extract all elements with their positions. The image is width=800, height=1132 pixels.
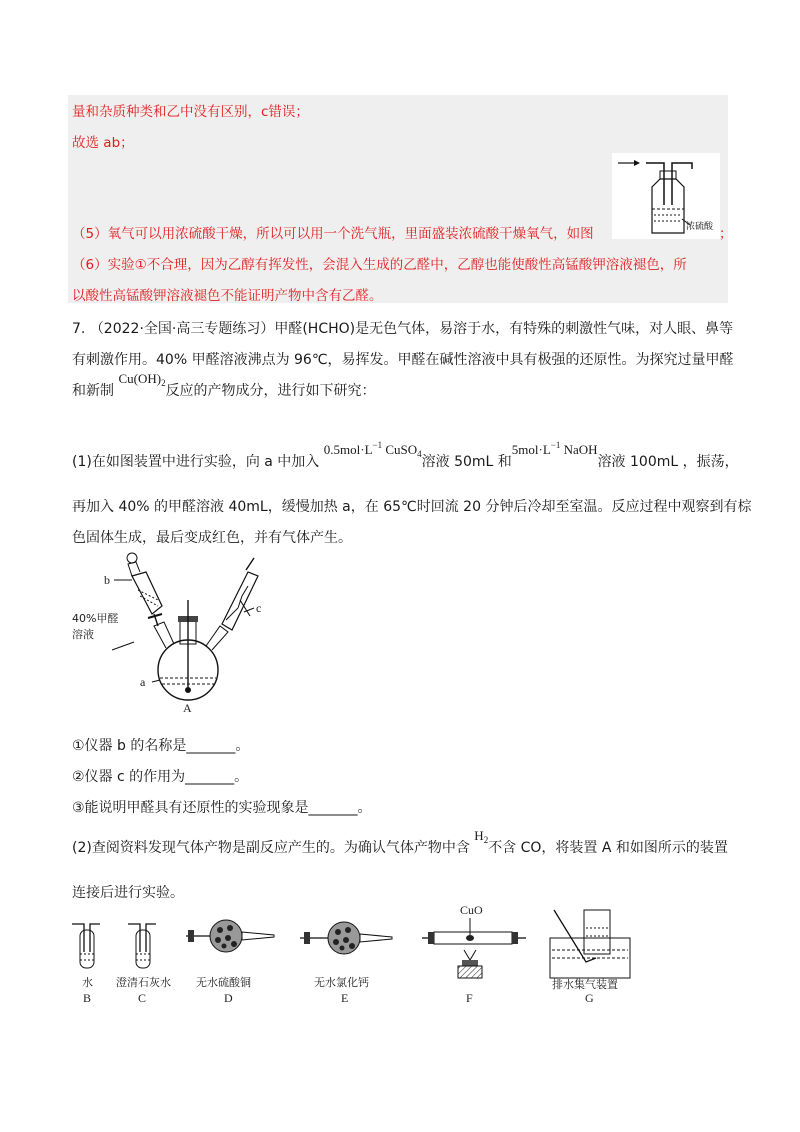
answer-line-3: [72, 222, 594, 242]
question-intro-1: [72, 318, 733, 338]
p1-cuso4-sub: 4: [417, 449, 422, 459]
fig2-F: F: [466, 991, 473, 1005]
question-intro-text: 甲醛(HCHO)是无色气体，易溶于水，有特殊的刺激性气味，对人眼、鼻等: [274, 321, 734, 337]
cuoh2-main: Cu(OH): [118, 371, 162, 386]
fig2-B-name: 水: [82, 976, 93, 989]
question-source: （2022·全国·高三专题练习）: [89, 321, 275, 337]
question-intro-3: [72, 371, 376, 400]
p1-mid1: 溶液 50mL 和: [421, 454, 512, 470]
question-number: 7.: [72, 321, 86, 337]
part2-line-1: [72, 828, 728, 857]
fig1-label-a: a: [140, 675, 146, 689]
apparatus-G: [550, 910, 630, 1005]
conc-naoh: [512, 442, 598, 457]
p1-mid2: 溶液 100mL ，振荡，: [597, 454, 739, 470]
h2-main: H: [474, 828, 484, 843]
p1-sup2: −1: [550, 440, 561, 450]
p1-pre: (1)在如图装置中进行实验，向 a 中加入: [72, 454, 320, 470]
fig2-F-top: CuO: [460, 903, 483, 917]
p1-naoh: NaOH: [560, 442, 598, 457]
fig1-label-A: A: [183, 701, 192, 715]
subq-1: ①仪器 b 的名称是_______。: [72, 738, 250, 754]
apparatus-E: [300, 922, 392, 1005]
fig1-label-c: c: [256, 601, 262, 615]
apparatus-A-figure: [70, 550, 270, 715]
answer-line-5: 以酸性高锰酸钾溶液褪色不能证明产物中含有乙醛。: [72, 288, 383, 304]
p1-conc1: 0.5mol·L: [323, 442, 373, 457]
fig2-D: D: [224, 991, 233, 1005]
fig2-G-name: 排水集气装置: [552, 978, 618, 991]
p1-conc2: 5mol·L: [511, 442, 551, 457]
p2-post: 不含 CO，将装置 A 和如图所示的装置: [488, 840, 728, 856]
fig2-E: E: [341, 991, 349, 1005]
apparatus-F: [422, 903, 526, 1005]
answer-line-1: 量和杂质种类和乙中没有区别，c错误；: [72, 104, 309, 120]
bottle-label: 浓硫酸: [686, 222, 714, 232]
part1-line-3: 色固体生成，最后变成红色，并有气体产生。: [72, 530, 352, 546]
cuoh2-formula: [118, 371, 165, 386]
answer-line-2: 故选 ab；: [72, 135, 134, 151]
fig2-C-name: 澄清石灰水: [116, 976, 171, 989]
p2-pre: (2)查阅资料发现气体产物是副反应产生的。为确认气体产物中含: [72, 840, 470, 856]
apparatus-C: [116, 924, 171, 1005]
answer-line-3-end: ；: [719, 226, 733, 242]
answer-line-4: （6）实验①不合理，因为乙醇有挥发性，会混入生成的乙醛中，乙醇也能使酸性高锰酸钾溶液褪色，所: [72, 257, 687, 273]
fig2-B: B: [83, 991, 92, 1005]
cuoh2-sub: 2: [161, 378, 166, 388]
answer-line-3-text: （5）氧气可以用浓硫酸干燥，所以可以用一个洗气瓶，里面盛装浓硫酸干燥氧气，如图: [72, 226, 594, 242]
fig1-label-sol2: 溶液: [72, 628, 94, 641]
conc-cuso4: [324, 442, 422, 457]
intro3-post: 反应的产物成分，进行如下研究：: [165, 383, 376, 399]
intro3-pre: 和新制: [72, 383, 114, 399]
apparatus-D: [186, 920, 274, 1005]
apparatus-B: [72, 924, 100, 1005]
subq-2: ②仪器 c 的作用为_______。: [72, 769, 249, 785]
fig2-E-name: 无水氯化钙: [314, 976, 369, 989]
p1-cuso4: CuSO: [382, 442, 418, 457]
fig2-D-name: 无水硫酸铜: [196, 976, 251, 989]
question-intro-2: 有刺激作用。40% 甲醛溶液沸点为 96℃，易挥发。甲醛在碱性溶液中具有极强的还原性。为探究过量甲醛: [72, 352, 734, 368]
part1-line-2: 再加入 40% 的甲醛溶液 40mL，缓慢加热 a，在 65℃时回流 20 分钟后冷却至室温。反应过程中观察到有棕: [72, 499, 752, 515]
h2-sub: 2: [483, 835, 489, 845]
fig1-label-sol1: 40%甲醛: [72, 612, 119, 625]
part2-line-2: 连接后进行实验。: [72, 885, 184, 901]
p1-sup1: −1: [372, 440, 383, 450]
subq-3: ③能说明甲醛具有还原性的实验现象是_______。: [72, 800, 372, 816]
apparatus-BG-figure: [66, 902, 746, 1014]
wash-bottle-figure: [612, 153, 720, 239]
fig2-C: C: [138, 991, 147, 1005]
fig1-label-b: b: [104, 573, 110, 587]
fig2-G: G: [585, 991, 594, 1005]
h2-formula: [474, 828, 488, 843]
